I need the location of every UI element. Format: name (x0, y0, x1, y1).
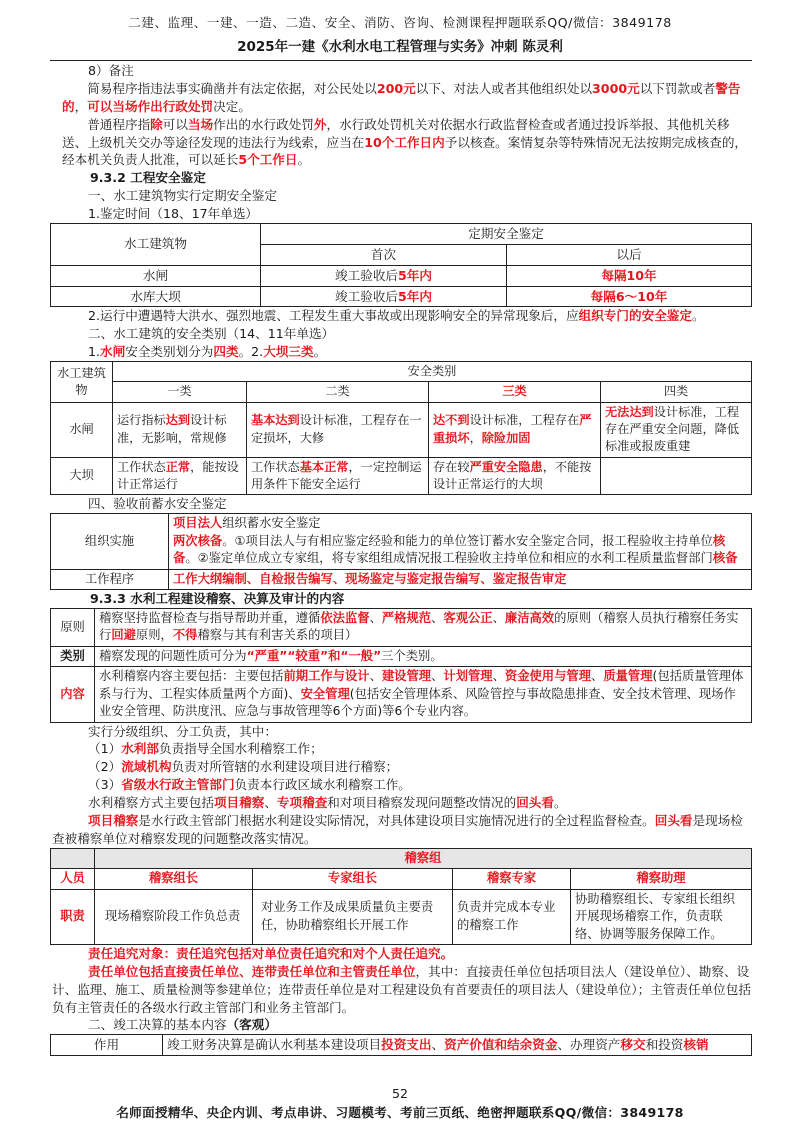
th-person: 人员 (51, 869, 95, 889)
cell-name: 水库大坝 (51, 286, 261, 307)
highlight: 达到 (165, 413, 191, 428)
cell-org-label: 组织实施 (51, 514, 169, 569)
cell-after: 每隔6～10年 (507, 286, 752, 307)
text: 竣工财务决算是确认水利基本建设项目 (167, 1037, 382, 1053)
highlight: 责任单位包括直接责任单位、连带责任单位和主管责任单位 (88, 963, 416, 979)
footer-contact: 名师面授精华、央企内训、考点串讲、习题模考、考前三页纸、绝密押题联系QQ/微信：3849178 (116, 1105, 684, 1120)
cell-category-label: 类别 (51, 646, 95, 666)
th-leader: 稽察组长 (95, 869, 253, 889)
cell-duty-expert-leader: 对业务工作及成果质量负主要责任，协助稽察组长开展工作 (253, 889, 453, 944)
cell-content-label: 内容 (51, 667, 95, 722)
level-2 (50, 758, 752, 776)
highlight: 专项稽查 (276, 795, 328, 811)
highlight: 5年内 (398, 267, 432, 283)
header-contact: 二建、监理、一建、一造、二造、安全、消防、咨询、检测课程押题联系QQ/微信：3849178 (128, 15, 672, 30)
inspection-table (50, 608, 752, 723)
highlight: 大坝三类 (263, 344, 314, 360)
text: ， (74, 98, 88, 114)
methods (50, 794, 752, 812)
highlight: 质量管理 (603, 669, 653, 684)
text: 是现场检查被稽察单位对稽察发现的问题整改落实情况。 (52, 812, 743, 846)
note-title: 8）备注 (88, 63, 134, 78)
inspection-team-table (50, 848, 752, 945)
text: 是水行政主管部门根据水利建设实际情况，对具体建设项目实施情况进行的全过程监督检查。 (138, 812, 655, 828)
highlight: 流域机构 (121, 759, 172, 775)
text: 设计标准，工程存在 (469, 413, 580, 428)
cell-duty-leader: 现场稽察阶段工作负总责 (95, 889, 253, 944)
cell-class2 (247, 457, 429, 495)
highlight: 项目稽察 (88, 812, 139, 828)
cell-duty-label: 职责 (51, 889, 95, 944)
text: 。 (297, 152, 311, 168)
text: 作出的水行政处罚 (213, 116, 314, 132)
text: 负责对所管辖的水利建设项目进行稽察； (171, 759, 399, 775)
text: ，其中：直接责任单位包括项目法人（建设单位）、勘察、设计、监理、施工、质量检测等参建单位；连带责任单位是对工程建设负有首要责任的项目法人（建设单位）；主管责任单位包括负有主管责任的各级水行政主管部门和业务主管部门。 (52, 963, 751, 1015)
cell-proc-label: 工作程序 (51, 569, 169, 589)
highlight: 可以当场作出行政处罚 (87, 98, 214, 114)
highlight: 不得 (172, 628, 198, 643)
cell-first (261, 286, 507, 307)
highlight: 依法监督 (320, 610, 370, 625)
levels-intro: 实行分级组织、分工负责，其中： (88, 723, 277, 739)
text: 、 (591, 669, 604, 684)
highlight: 安全管理 (300, 686, 350, 701)
highlight: 建设管理 (381, 669, 432, 684)
highlight: 10个工作日内 (364, 134, 445, 150)
highlight: 严重安全隐患 (469, 459, 543, 474)
highlight: 5个工作日 (238, 152, 298, 168)
text: 和投资 (645, 1037, 684, 1053)
highlight: 核备 (173, 533, 726, 566)
text: (包括质量管理体系与行为、工程实体质量两个方面)、 (99, 669, 744, 701)
cell-org-content (169, 514, 752, 569)
highlight: 除 (150, 116, 163, 132)
th-class4: 四类 (601, 382, 752, 402)
th-class2: 二类 (247, 382, 429, 402)
text: 。①项目法人与有相应鉴定经验和能力的单位签订蓄水安全鉴定合同，报工程验收主持单位 (222, 533, 713, 548)
cell-name: 大坝 (51, 457, 113, 495)
text: 设计标准，工程存在一定损坏，大修 (251, 413, 422, 445)
section-932-sub1: 一、水工建筑物实行定期安全鉴定 (88, 188, 277, 204)
section-932-sub2: 二、水工建筑的安全类别（14、11年单选） (88, 326, 335, 342)
cell-class1 (113, 457, 247, 495)
highlight: 项目稽察 (213, 795, 265, 811)
highlight: 计划管理 (443, 669, 493, 684)
th-periodic: 定期安全鉴定 (261, 223, 752, 244)
text: 、 (264, 795, 277, 811)
section-932-item1: 1.鉴定时间（18、17年单选） (88, 206, 259, 221)
responsibility-objects: 责任追究对象：责任追究包括对单位责任追究和对个人责任追究。 (88, 945, 454, 961)
text: 、 (431, 669, 444, 684)
page-number: 52 (391, 1086, 409, 1101)
text: 竣工验收后 (335, 267, 398, 283)
highlight: 当场 (187, 116, 214, 132)
cell-class4 (601, 402, 752, 457)
cell-class4-empty (601, 457, 752, 495)
note-ordinary-procedure (50, 116, 752, 170)
cell-use-label: 作用 (51, 1035, 163, 1056)
text: ，不能按设计正常运行的大坝 (433, 459, 592, 491)
periodic-inspection-table (50, 223, 752, 308)
text: 、 (369, 610, 382, 625)
highlight: 回头看 (516, 795, 554, 811)
text: 和对项目稽察发现问题整改情况的 (327, 795, 517, 811)
text: 简易程序指违法事实确凿并有法定依据，对公民处以 (87, 80, 377, 96)
text: 、 (492, 610, 505, 625)
th-safety: 安全类别 (113, 362, 752, 382)
text: 予以核查。案情复杂等特殊情况无法按期完成核查的，经本机关负责人批准，可以延长 (62, 134, 747, 168)
text: 。 (691, 308, 705, 324)
text: 。 (553, 795, 567, 811)
text: 水利稽察内容主要包括：主要包括 (99, 669, 284, 684)
text: 设计标准，无影响，常规修 (117, 413, 227, 445)
text: 。②鉴定单位成立专家组，将专家组组成情况报工程验收主持单位和相应的水利工程质量监督部门 (185, 551, 713, 566)
th-expert-leader: 专家组长 (253, 869, 453, 889)
th-class1: 一类 (113, 382, 247, 402)
org-line1 (173, 515, 747, 532)
text: 可以 (162, 116, 188, 132)
text: 。2. (238, 344, 264, 360)
cell-use (163, 1035, 752, 1056)
section-932-title: 9.3.2 工程安全鉴定 (90, 170, 206, 186)
highlight: 回避 (111, 628, 136, 643)
highlight: 水利部 (121, 741, 159, 757)
header-title: 2025年一建《水利水电工程管理与实务》冲刺 陈灵利 (237, 39, 563, 55)
tag: （客观） (226, 1017, 277, 1033)
cell-principle-label: 原则 (51, 608, 95, 646)
text: 。 (313, 344, 327, 360)
text: 2.运行中遭遇特大洪水、强烈地震、工程发生重大事故或出现影响安全的异常现象后，应 (88, 308, 579, 324)
section-932-item3 (50, 343, 752, 361)
cell-duty-expert: 负责并完成本专业的稽察工作 (453, 889, 571, 944)
highlight: 四类 (213, 344, 239, 360)
text: 、 (431, 1037, 445, 1053)
highlight: 无法达到 (605, 404, 654, 419)
section-932-item2 (50, 307, 752, 325)
highlight: 严重损坏 (433, 413, 592, 445)
final-accounts-table (50, 1034, 752, 1056)
cell-first (261, 265, 507, 286)
header-divider (50, 60, 752, 61)
highlight: 客观公正 (443, 610, 493, 625)
text: 的原则（稽察人员执行稽察任务实行 (99, 610, 739, 643)
th-class3: 三类 (429, 382, 601, 402)
text: 、办理资产 (557, 1037, 621, 1053)
section-932-sub3: 四、验收前蓄水安全鉴定 (88, 496, 227, 512)
th-after: 以后 (507, 244, 752, 265)
cell-class2 (247, 402, 429, 457)
text: 水利稽察方式主要包括 (88, 795, 214, 811)
text: ，一定控制运用条件下能安全运行 (251, 459, 422, 491)
text: 1. (88, 344, 101, 360)
highlight: 核销 (683, 1037, 709, 1053)
text: (包括安全管理体系、风险管控与事故隐患排查、安全技术管理、现场作业安全管理、防洪度汛、应急与事故管理等6个方面)等6个专业内容。 (99, 686, 736, 719)
level-3 (50, 776, 752, 794)
th-building: 水工建筑物 (51, 362, 113, 403)
text: ，水行政处罚机关对依据水行政监督检查或者通过投诉举报、其他机关移送、上级机关交办等途径发现的违法行为线索，应当在 (62, 116, 730, 150)
highlight: 回头看 (654, 812, 693, 828)
text: 以下罚款或者 (639, 80, 716, 96)
cell-class3 (429, 402, 601, 457)
text: 以下、对法人或者其他组织处以 (415, 80, 593, 96)
highlight: 基本正常 (299, 459, 349, 474)
table-row (51, 889, 752, 944)
text: 安全类别划分为 (125, 344, 214, 360)
cell-class3 (429, 457, 601, 495)
highlight: 除险加固 (481, 430, 531, 445)
text: 稽察发现的问题性质可分为 (99, 648, 247, 663)
text: 、 (431, 610, 444, 625)
highlight: 3000元 (592, 80, 640, 96)
cell-proc-content: 工作大纲编制、自检报告编写、现场鉴定与鉴定报告编写、鉴定报告审定 (169, 569, 752, 589)
th-expert: 稽察专家 (453, 869, 571, 889)
safety-category-table (50, 361, 752, 495)
highlight: 移交 (620, 1037, 646, 1053)
highlight: 投资支出 (381, 1037, 432, 1053)
highlight: 基本达到 (251, 413, 300, 428)
th-assist: 稽察助理 (571, 869, 752, 889)
highlight: 核备 (712, 551, 738, 566)
text: 稽察与其有利害关系的项目） (197, 628, 358, 643)
text: 运行指标 (117, 413, 166, 428)
text: 竣工验收后 (335, 288, 398, 304)
cell-content (95, 667, 752, 722)
cell-principle (95, 608, 752, 646)
cell-class1 (113, 402, 247, 457)
text: 设计标准，工程存在严重安全问题，降低标准或报废重建 (605, 404, 740, 454)
highlight: 警告的 (62, 80, 741, 114)
impound-safety-table (50, 513, 752, 590)
text: 二、竣工决算的基本内容 (88, 1017, 227, 1033)
highlight: 200元 (376, 80, 416, 96)
text: （2） (88, 759, 122, 775)
text: 普通程序指 (87, 116, 151, 132)
cell-category (95, 646, 752, 666)
text: 负责本行政区域水利稽察工作。 (234, 777, 411, 793)
text: 工作状态 (251, 459, 300, 474)
final-accounts-title (50, 1016, 752, 1034)
responsibility-units (50, 963, 752, 1017)
page-content (50, 62, 752, 1056)
highlight: 资产价值和结余资金 (444, 1037, 558, 1053)
highlight: 省级水行政主管部门 (121, 777, 235, 793)
section-933-title: 9.3.3 水利工程建设稽察、决算及审计的内容 (90, 590, 345, 606)
table-row (51, 265, 752, 286)
th-building: 水工建筑物 (51, 223, 261, 265)
table-row (51, 457, 752, 495)
highlight: 组织专门的安全鉴定 (578, 308, 692, 324)
cell-name: 水闸 (51, 402, 113, 457)
text: （1） (88, 741, 122, 757)
text: ， (469, 430, 482, 445)
level-1 (50, 740, 752, 758)
org-line2 (173, 533, 747, 568)
highlight: 5年内 (398, 288, 432, 304)
highlight: 达不到 (433, 413, 470, 428)
highlight: 外 (313, 116, 327, 132)
text: 、 (369, 669, 382, 684)
text: 、 (492, 669, 505, 684)
note-simple-procedure (50, 80, 752, 116)
th-team: 稽察组 (95, 848, 752, 868)
highlight: 廉洁高效 (504, 610, 555, 625)
text: 工作状态 (117, 459, 166, 474)
cell-blank (51, 848, 95, 868)
text: 三个类别。 (381, 648, 443, 663)
highlight: 资金使用与管理 (504, 669, 591, 684)
highlight: 严格规范 (381, 610, 432, 625)
text: 组织蓄水安全鉴定 (222, 516, 321, 531)
text: 决定。 (213, 98, 251, 114)
cell-name: 水闸 (51, 265, 261, 286)
highlight: 前期工作与设计 (283, 669, 370, 684)
project-inspection (50, 812, 752, 848)
text: ，能按设计正常运行 (117, 459, 239, 491)
text: 稽察坚持监督检查与指导帮助并重，遵循 (99, 610, 321, 625)
text: 负责指导全国水利稽察工作； (158, 741, 323, 757)
table-row (51, 286, 752, 307)
text: （3） (88, 777, 122, 793)
highlight: 两次核备 (173, 533, 223, 548)
highlight: 水闸 (100, 344, 126, 360)
table-row (51, 402, 752, 457)
text: 原则， (135, 628, 173, 643)
highlight: 项目法人 (173, 516, 223, 531)
text: 存在较 (433, 459, 470, 474)
highlight: “严重”“较重”和“一般” (246, 648, 382, 663)
cell-duty-assist: 协助稽察组长、专家组长组织开展现场稽察工作，负责联络、协调等服务保障工作。 (571, 889, 752, 944)
th-first: 首次 (261, 244, 507, 265)
cell-after: 每隔10年 (507, 265, 752, 286)
highlight: 正常 (165, 459, 191, 474)
